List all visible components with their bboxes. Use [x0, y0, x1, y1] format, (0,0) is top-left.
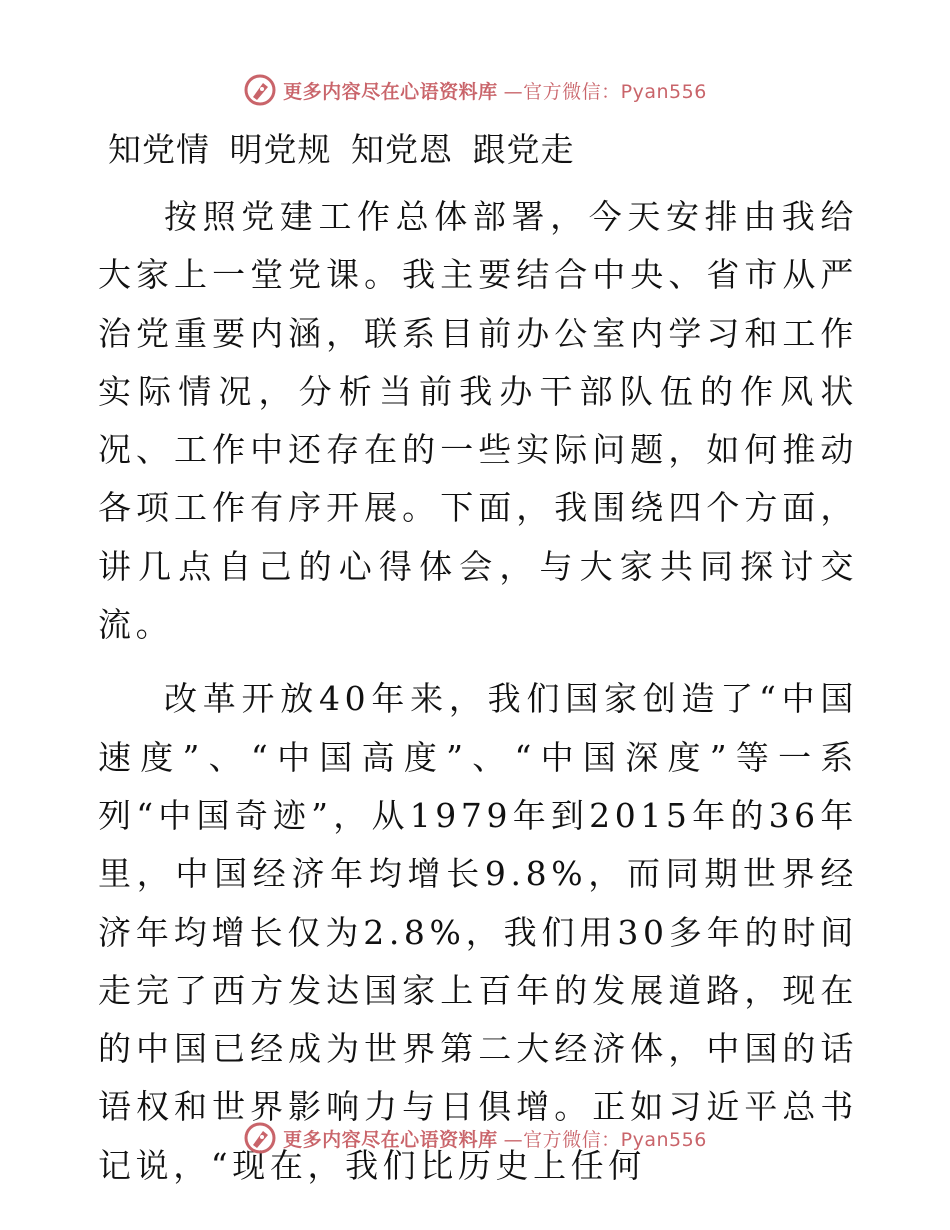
brand-suffix: —官方微信：Pyan556: [503, 80, 707, 103]
brand-text: 更多内容尽在心语资料库: [283, 1128, 498, 1151]
paragraph: 改革开放40年来，我们国家创造了“中国速度”、“中国高度”、“中国深度”等一系列“中国奇迹”，从1979年到2015年的36年里，中国经济年均增长9.8%，而同期世界经济年均增长仅为2.8%，我们用30多年的时间走完了西方发达国家上百年的发展道路，现在的中国已经成为世界第二大经济体，中国的话语权和世界影响力与日俱增。正如习近平总书记说，“现在，我们比历史上任何: [98, 679, 858, 1185]
brand-text: 更多内容尽在心语资料库: [283, 80, 498, 103]
footer-watermark: [0, 1118, 950, 1158]
document-body: [98, 188, 858, 1211]
brand-suffix: —官方微信：Pyan556: [503, 1128, 707, 1151]
brand-watermark: [243, 73, 707, 107]
pen-nib-circle-icon: [243, 1121, 277, 1155]
paragraph: 按照党建工作总体部署，今天安排由我给大家上一堂党课。我主要结合中央、省市从严治党重要内涵，联系目前办公室内学习和工作实际情况，分析当前我办干部队伍的作风状况、工作中还存在的一些实际问题，如何推动各项工作有序开展。下面，我围绕四个方面，讲几点自己的心得体会，与大家共同探讨交流。: [98, 197, 858, 645]
document-title: 知党情 明党规 知党恩 跟党走: [108, 130, 575, 169]
header-watermark: [0, 70, 950, 110]
pen-nib-circle-icon: [243, 73, 277, 107]
brand-watermark: [243, 1121, 707, 1155]
